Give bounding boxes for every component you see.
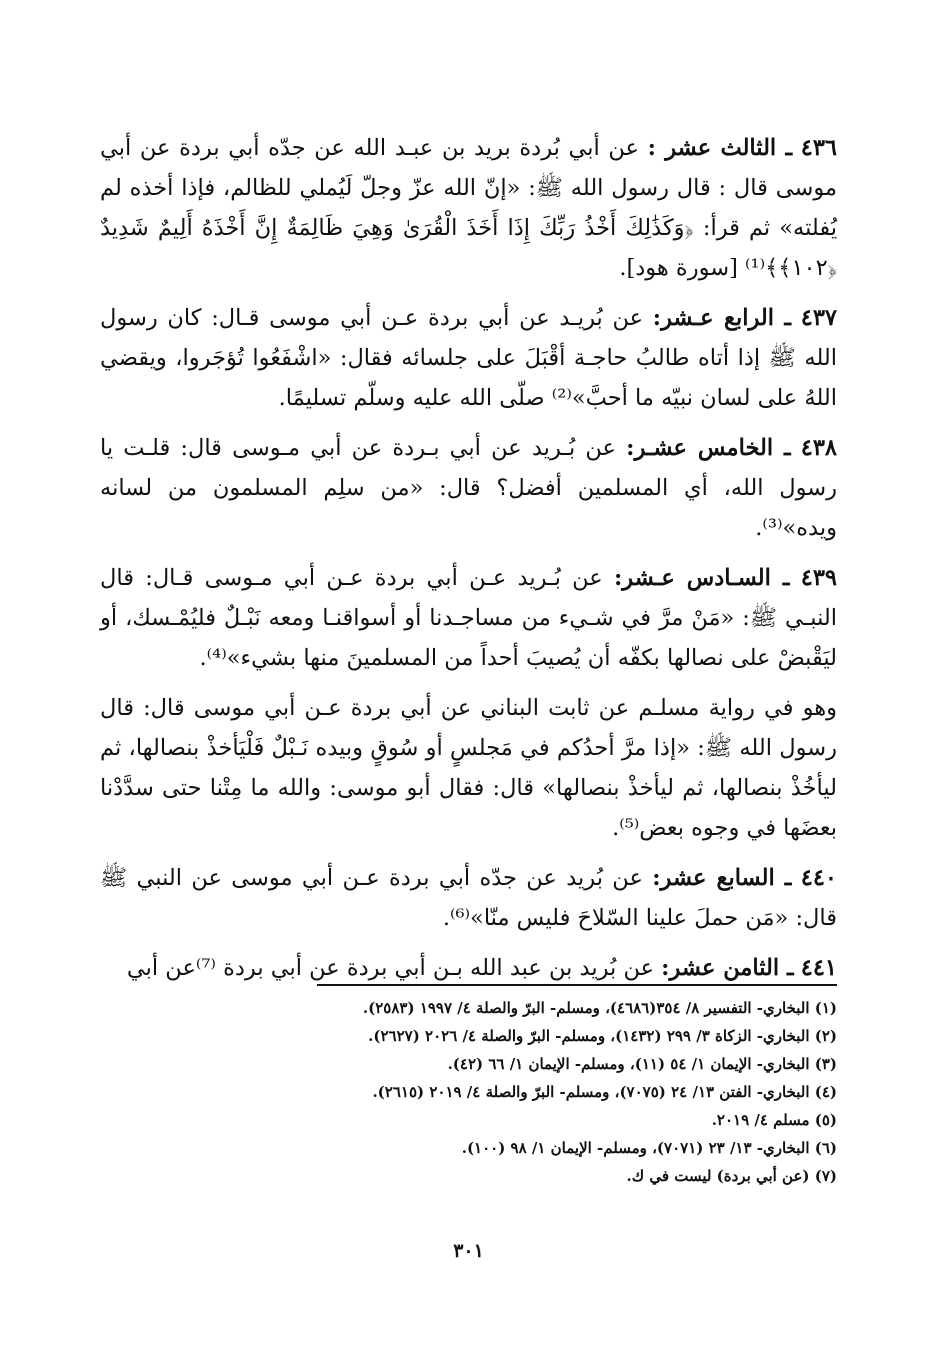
page-number: ٣٠١ <box>453 1240 484 1262</box>
paragraph-437 <box>100 298 837 418</box>
footnote-1: (١) البخاري- التفسير ٨/ ٣٥٤(٤٦٨٦)، ومسلم- البرّ والصلة ٤/ ١٩٩٧ (٢٥٨٣). <box>362 999 837 1017</box>
paragraph-heading: ـ الثامن عشر: <box>661 955 794 981</box>
footnote-2: (٢) البخاري- الزكاة ٣/ ٢٩٩ (١٤٣٢)، ومسلم- البرّ والصلة ٤/ ٢٠٢٦ (٢٦٢٧). <box>368 1027 837 1045</box>
paragraph-text: عن بُريد عن جدّه أبي بردة عـن أبي موسى عن النبي ﷺ قال: «مَن حملَ علينا السّلاحَ فليس منّا»⁽⁶⁾. <box>100 865 837 931</box>
footnote-6: (٦) البخاري- ١٣/ ٢٣ (٧٠٧١)، ومسلم- الإيمان ١/ ٩٨ (١٠٠). <box>461 1139 837 1157</box>
paragraph-number: ٤٤٠ <box>800 865 838 891</box>
paragraph-number: ٤٣٦ <box>800 135 837 161</box>
paragraph-439-muslim-narration <box>100 688 837 848</box>
paragraph-number: ٤٣٨ <box>800 435 838 461</box>
paragraph-heading: ـ الثالث عشر : <box>647 135 793 161</box>
paragraph-text: وهو في رواية مسلـم عن ثابت البناني عن أبي بردة عـن أبي موسى قال: قال رسول الله ﷺ: «إذا مرَّ أحدُكم في مَجلسٍ أو سُوقٍ وبيده نَـبْلٌ فَلْيَأخذْ بنصالها، ثم ليأخُذْ بنصالها، ثم ليأخذْ بنصالها» قال: فقال أبو موسى: والله ما مِتْنا حتى سدَّدْنا بعضَها في وجوه بعض⁽⁵⁾. <box>100 695 837 841</box>
paragraph-439 <box>100 558 837 678</box>
paragraph-441 <box>100 948 837 988</box>
footnote-7: (٧) (عن أبي بردة) ليست في ك. <box>626 1167 837 1185</box>
paragraph-number: ٤٣٩ <box>800 565 838 591</box>
paragraph-text: عن بُـريد عن أبي بـردة عن أبي مـوسى قال: قلـت يا رسول الله، أي المسلمين أفضل؟ قال: «من سلِم المسلمون من لسانه ويده»⁽³⁾. <box>100 435 837 541</box>
paragraph-438 <box>100 428 837 548</box>
paragraph-440 <box>100 858 837 938</box>
paragraph-heading: ـ الرابع عـشر: <box>652 305 792 331</box>
paragraph-heading: ـ الخامس عشـر: <box>626 435 791 461</box>
book-page <box>100 128 837 1372</box>
footnote-4: (٤) البخاري- الفتن ١٣/ ٢٤ (٧٠٧٥)، ومسلم- البرّ والصلة ٤/ ٢٠١٩ (٢٦١٥). <box>372 1083 837 1101</box>
paragraph-heading: ـ السـادس عـشر: <box>614 565 790 591</box>
footnote-divider <box>317 984 837 986</box>
paragraph-number: ٤٣٧ <box>800 305 838 331</box>
paragraph-text: عن أبي بُردة بريد بن عبـد الله عن جدّه أبي بردة عن أبي موسى قال : قال رسول الله ﷺ: «إنّ الله عزّ وجلّ لَيُملي للظالم، فإذا أخذه لم يُفلته» ثم قرأ: ﴿وَكَذَٰلِكَ أَخْذُ رَبِّكَ إِذَا أَخَذَ الْقُرَىٰ وَهِيَ ظَالِمَةٌ إِنَّ أَخْذَهُ أَلِيمٌ شَدِيدٌ ﴿١٠٢﴾﴾⁽¹⁾ [سورة هود]. <box>100 135 837 281</box>
paragraph-text: عن بُـريد عـن أبي بردة عـن أبي مـوسى قـال: قال النبـي ﷺ: «مَنْ مرَّ في شـيء من مساجـدنا أو أسواقنـا ومعه نَبْـلٌ فليُمْـسك، أو ليَقْبضْ على نصالها بكفّه أن يُصيبَ أحداً من المسلمينَ منها بشيء»⁽⁴⁾. <box>100 565 837 671</box>
paragraph-436 <box>100 128 837 288</box>
paragraph-text: عن بُريـد عن أبي بردة عـن أبي موسى قـال: كان رسول الله ﷺ إذا أتاه طالبُ حاجـة أقْبَلَ على جلسائه فقال: «اشْفَعُوا تُؤجَروا، ويقضي اللهُ على لسان نبيّه ما أحبَّ»⁽²⁾ صلّى الله عليه وسلّم تسليمًا. <box>100 305 837 411</box>
footnote-5: (٥) مسلم ٤/ ٢٠١٩. <box>711 1111 837 1129</box>
paragraph-number: ٤٤١ <box>800 955 837 981</box>
footnote-3: (٣) البخاري- الإيمان ١/ ٥٤ (١١)، ومسلم- الإيمان ١/ ٦٦ (٤٢). <box>447 1055 837 1073</box>
paragraph-text: عن بُريد بن عبد الله بـن أبي بردة عن أبي بردة ⁽⁷⁾عن أبي <box>126 955 654 981</box>
paragraph-heading: ـ السابع عشر: <box>652 865 792 891</box>
footnotes <box>100 994 837 1190</box>
body-text <box>100 128 837 988</box>
